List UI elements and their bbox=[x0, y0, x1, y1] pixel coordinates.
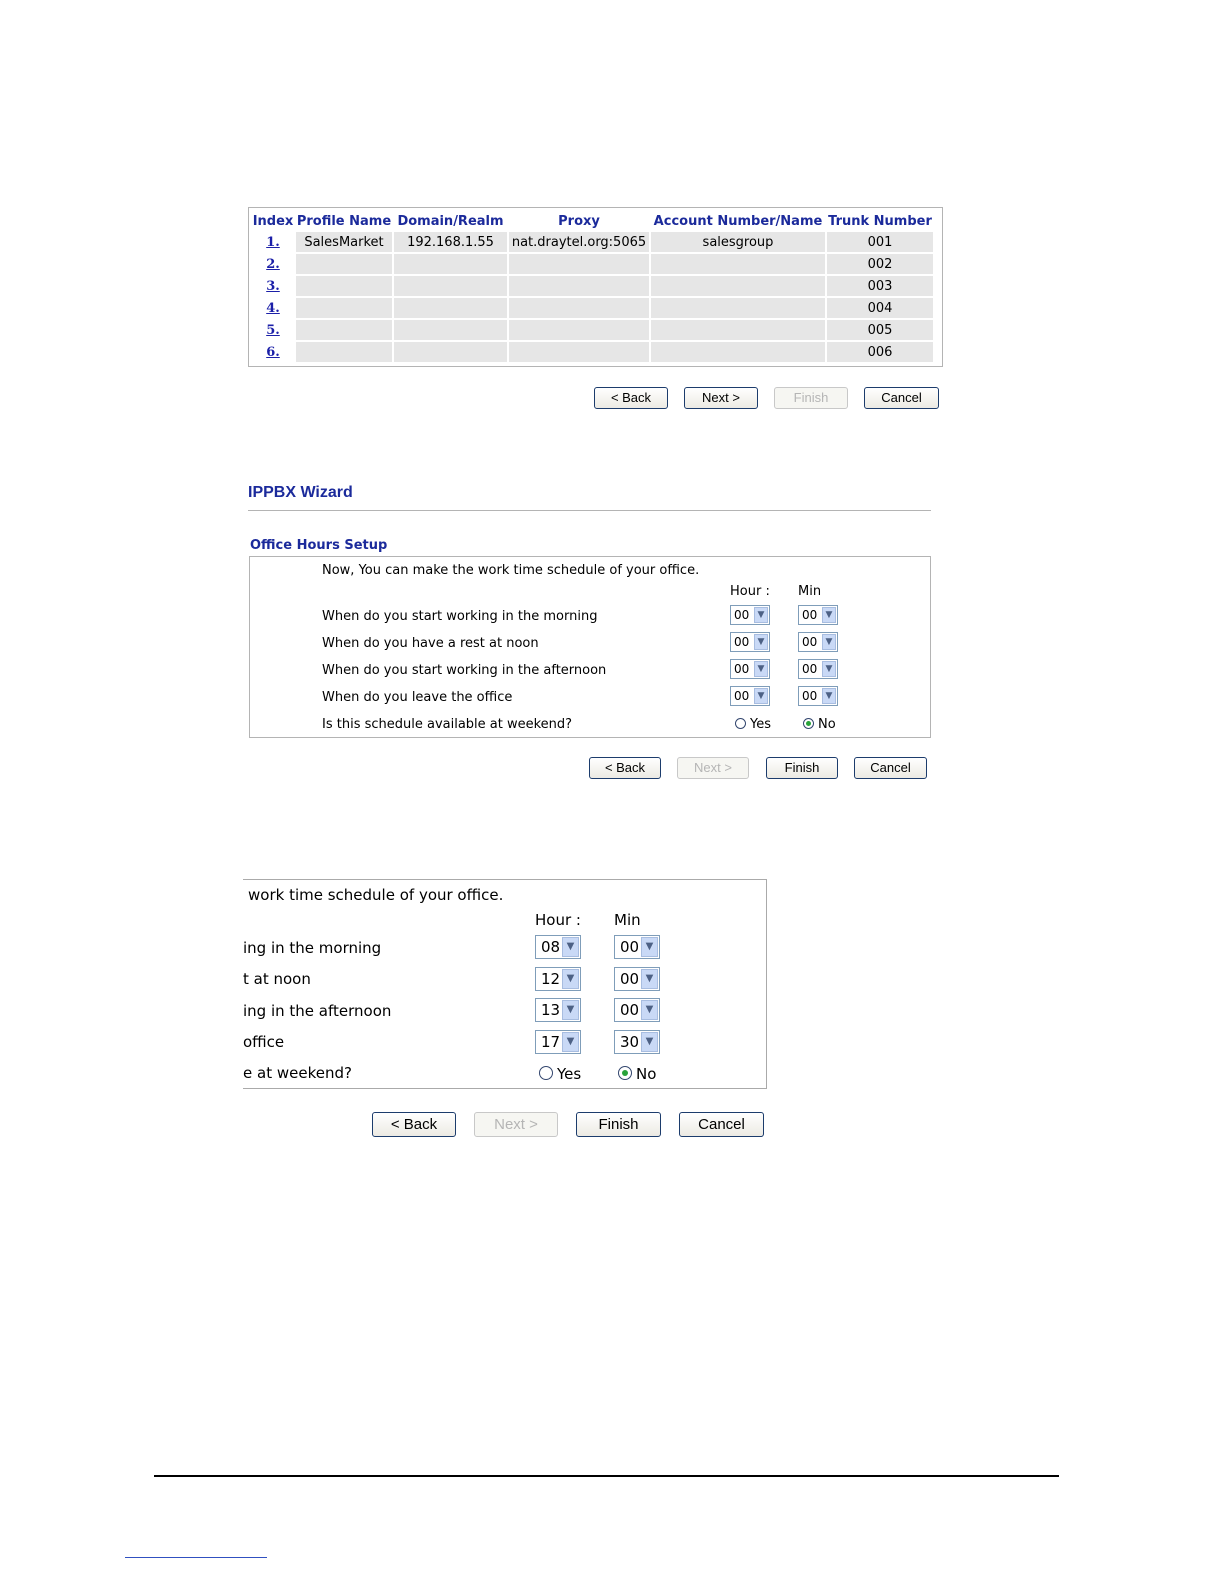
chevron-down-icon: ▼ bbox=[641, 1000, 658, 1020]
zoom-hour-label: Hour : bbox=[535, 911, 581, 929]
select-value: 00 bbox=[802, 662, 818, 676]
zoom-noon-hour-select[interactable] bbox=[535, 967, 581, 991]
zoom-noon-min-select[interactable] bbox=[614, 967, 660, 991]
select-value: 00 bbox=[734, 662, 750, 676]
domain-cell bbox=[394, 254, 507, 274]
weekend-yes-radio[interactable] bbox=[735, 718, 746, 729]
zoom-leave-hour-select[interactable] bbox=[535, 1030, 581, 1054]
afternoon-min-select[interactable] bbox=[798, 659, 838, 679]
profile-cell bbox=[296, 320, 392, 340]
account-cell: salesgroup bbox=[651, 232, 825, 252]
profile-cell: SalesMarket bbox=[296, 232, 392, 252]
noon-min-select[interactable] bbox=[798, 632, 838, 652]
finish-button[interactable]: Finish bbox=[774, 387, 848, 409]
zoom-morning-hour-select[interactable] bbox=[535, 935, 581, 959]
proxy-cell bbox=[509, 342, 649, 362]
zoom-next-button[interactable]: Next > bbox=[474, 1112, 558, 1137]
zoom-cancel-button[interactable]: Cancel bbox=[679, 1112, 764, 1137]
section-title: Office Hours Setup bbox=[250, 538, 388, 553]
noon-hour-select[interactable] bbox=[730, 632, 770, 652]
chevron-down-icon: ▼ bbox=[754, 661, 768, 677]
proxy-cell bbox=[509, 298, 649, 318]
trunk-table bbox=[250, 210, 935, 364]
noon-rest-label: When do you have a rest at noon bbox=[322, 636, 539, 651]
select-value: 00 bbox=[802, 689, 818, 703]
zoom-noon-label: t at noon bbox=[243, 970, 311, 988]
index-link-1[interactable]: 1. bbox=[266, 234, 280, 250]
cancel-button[interactable]: Cancel bbox=[854, 757, 927, 779]
chevron-down-icon: ▼ bbox=[822, 607, 836, 623]
zoom-weekend-no-radio[interactable] bbox=[618, 1066, 632, 1080]
zoom-morning-min-select[interactable] bbox=[614, 935, 660, 959]
chevron-down-icon: ▼ bbox=[754, 607, 768, 623]
zoom-leave-min-select[interactable] bbox=[614, 1030, 660, 1054]
footer-link-underline[interactable] bbox=[125, 1557, 267, 1558]
col-profile-header: Profile Name bbox=[296, 213, 392, 229]
leave-office-label: When do you leave the office bbox=[322, 690, 513, 705]
trunk-table-panel bbox=[248, 207, 943, 367]
zoom-intro-text: work time schedule of your office. bbox=[248, 886, 504, 904]
profile-cell bbox=[296, 254, 392, 274]
min-label: Min bbox=[798, 584, 822, 599]
leave-hour-select[interactable] bbox=[730, 686, 770, 706]
select-value: 00 bbox=[802, 608, 818, 622]
no-label: No bbox=[818, 717, 836, 732]
proxy-cell: nat.draytel.org:5065 bbox=[509, 232, 649, 252]
col-domain-header: Domain/Realm bbox=[397, 213, 504, 229]
zoom-afternoon-hour-select[interactable] bbox=[535, 998, 581, 1022]
account-cell bbox=[651, 342, 825, 362]
table-row bbox=[252, 276, 933, 296]
weekend-label: Is this schedule available at weekend? bbox=[322, 717, 573, 732]
zoomed-office-hours-panel bbox=[243, 879, 767, 1089]
hour-label: Hour : bbox=[730, 584, 770, 599]
zoom-afternoon-label: ing in the afternoon bbox=[243, 1002, 392, 1020]
index-link-4[interactable]: 4. bbox=[266, 300, 280, 316]
select-value: 00 bbox=[620, 938, 640, 956]
chevron-down-icon: ▼ bbox=[562, 1032, 579, 1052]
select-value: 13 bbox=[541, 1001, 561, 1019]
chevron-down-icon: ▼ bbox=[562, 1000, 579, 1020]
zoom-morning-label: ing in the morning bbox=[243, 939, 382, 957]
col-index-header: Index bbox=[252, 213, 294, 229]
chevron-down-icon: ▼ bbox=[754, 634, 768, 650]
index-link-3[interactable]: 3. bbox=[266, 278, 280, 294]
trunk-cell: 002 bbox=[827, 254, 933, 274]
chevron-down-icon: ▼ bbox=[641, 1032, 658, 1052]
account-cell bbox=[651, 254, 825, 274]
select-value: 00 bbox=[734, 635, 750, 649]
select-value: 00 bbox=[802, 635, 818, 649]
cancel-button[interactable]: Cancel bbox=[864, 387, 939, 409]
chevron-down-icon: ▼ bbox=[822, 661, 836, 677]
morning-hour-select[interactable] bbox=[730, 605, 770, 625]
zoom-leave-label: office bbox=[243, 1033, 285, 1051]
index-link-2[interactable]: 2. bbox=[266, 256, 280, 272]
chevron-down-icon: ▼ bbox=[641, 937, 658, 957]
select-value: 12 bbox=[541, 970, 561, 988]
select-value: 00 bbox=[734, 608, 750, 622]
select-value: 00 bbox=[734, 689, 750, 703]
index-link-6[interactable]: 6. bbox=[266, 344, 280, 360]
chevron-down-icon: ▼ bbox=[562, 969, 579, 989]
wizard-title: IPPBX Wizard bbox=[248, 484, 353, 501]
profile-cell bbox=[296, 342, 392, 362]
chevron-down-icon: ▼ bbox=[754, 688, 768, 704]
chevron-down-icon: ▼ bbox=[822, 688, 836, 704]
trunk-cell: 006 bbox=[827, 342, 933, 362]
profile-cell bbox=[296, 298, 392, 318]
select-value: 30 bbox=[620, 1033, 640, 1051]
domain-cell bbox=[394, 276, 507, 296]
profile-cell bbox=[296, 276, 392, 296]
zoom-finish-button[interactable]: Finish bbox=[576, 1112, 661, 1137]
next-button[interactable]: Next > bbox=[677, 757, 749, 779]
trunk-cell: 004 bbox=[827, 298, 933, 318]
select-value: 17 bbox=[541, 1033, 561, 1051]
chevron-down-icon: ▼ bbox=[641, 969, 658, 989]
zoom-afternoon-min-select[interactable] bbox=[614, 998, 660, 1022]
yes-label: Yes bbox=[750, 717, 771, 732]
domain-cell: 192.168.1.55 bbox=[394, 232, 507, 252]
proxy-cell bbox=[509, 254, 649, 274]
domain-cell bbox=[394, 342, 507, 362]
morning-start-label: When do you start working in the morning bbox=[322, 609, 598, 624]
table-header-row bbox=[252, 212, 933, 230]
table-row bbox=[252, 320, 933, 340]
zoom-min-label: Min bbox=[614, 911, 641, 929]
title-divider bbox=[248, 510, 931, 511]
weekend-no-radio[interactable] bbox=[803, 718, 814, 729]
zoom-no-label: No bbox=[636, 1065, 657, 1083]
trunk-cell: 005 bbox=[827, 320, 933, 340]
account-cell bbox=[651, 320, 825, 340]
proxy-cell bbox=[509, 320, 649, 340]
table-row bbox=[252, 342, 933, 362]
select-value: 00 bbox=[620, 970, 640, 988]
index-link-5[interactable]: 5. bbox=[266, 322, 280, 338]
zoom-weekend-yes-radio[interactable] bbox=[539, 1066, 553, 1080]
select-value: 00 bbox=[620, 1001, 640, 1019]
intro-text: Now, You can make the work time schedule of your office. bbox=[322, 563, 700, 578]
col-trunk-header: Trunk Number bbox=[828, 213, 932, 229]
trunk-cell: 001 bbox=[827, 232, 933, 252]
table-row bbox=[252, 232, 933, 252]
finish-button[interactable]: Finish bbox=[766, 757, 838, 779]
back-button[interactable]: < Back bbox=[594, 387, 668, 409]
trunk-cell: 003 bbox=[827, 276, 933, 296]
col-proxy-header: Proxy bbox=[558, 213, 600, 229]
chevron-down-icon: ▼ bbox=[822, 634, 836, 650]
domain-cell bbox=[394, 298, 507, 318]
proxy-cell bbox=[509, 276, 649, 296]
zoom-back-button[interactable]: < Back bbox=[372, 1112, 456, 1137]
table-row bbox=[252, 298, 933, 318]
afternoon-start-label: When do you start working in the afternoon bbox=[322, 663, 607, 678]
office-hours-panel bbox=[249, 556, 931, 738]
domain-cell bbox=[394, 320, 507, 340]
back-button[interactable]: < Back bbox=[589, 757, 661, 779]
leave-min-select[interactable] bbox=[798, 686, 838, 706]
next-button[interactable]: Next > bbox=[684, 387, 758, 409]
table-row bbox=[252, 254, 933, 274]
morning-min-select[interactable] bbox=[798, 605, 838, 625]
col-account-header: Account Number/Name bbox=[653, 213, 823, 229]
account-cell bbox=[651, 276, 825, 296]
select-value: 08 bbox=[541, 938, 561, 956]
zoom-yes-label: Yes bbox=[557, 1065, 582, 1083]
account-cell bbox=[651, 298, 825, 318]
zoom-weekend-label: e at weekend? bbox=[243, 1064, 352, 1082]
chevron-down-icon: ▼ bbox=[562, 937, 579, 957]
footer-rule bbox=[154, 1475, 1059, 1477]
afternoon-hour-select[interactable] bbox=[730, 659, 770, 679]
